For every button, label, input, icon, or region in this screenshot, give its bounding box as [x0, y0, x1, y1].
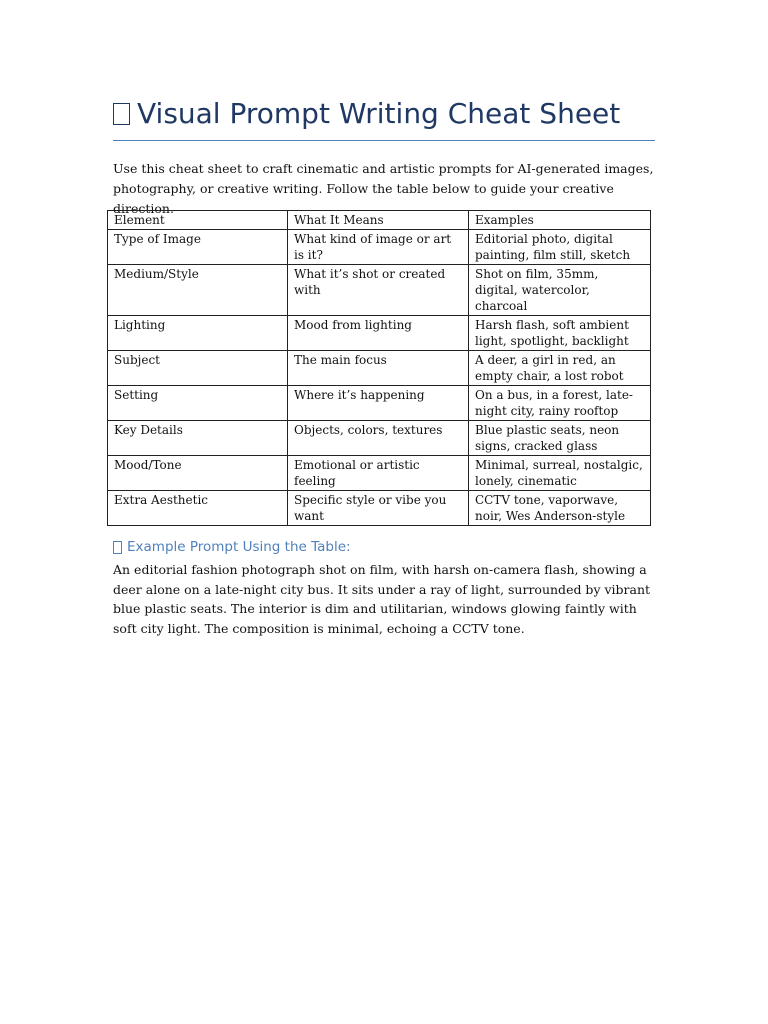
table-header-row: [108, 211, 651, 230]
table-cell-examples: Harsh flash, soft ambient light, spotlight, backlight: [469, 316, 651, 351]
table-cell-meaning: Emotional or artistic feeling: [288, 456, 469, 491]
table-row: [108, 491, 651, 526]
table-cell-element: Lighting: [108, 316, 288, 351]
column-header-meaning: What It Means: [288, 211, 469, 230]
table-cell-examples: Editorial photo, digital painting, film still, sketch: [469, 230, 651, 265]
column-header-examples: Examples: [469, 211, 651, 230]
table-cell-examples: Blue plastic seats, neon signs, cracked glass: [469, 421, 651, 456]
cheat-sheet-table: [107, 210, 651, 526]
missing-glyph-icon: [113, 103, 130, 125]
table-cell-examples: Shot on film, 35mm, digital, watercolor, charcoal: [469, 265, 651, 316]
table-row: [108, 421, 651, 456]
table-row: [108, 230, 651, 265]
table-cell-element: Setting: [108, 386, 288, 421]
table-cell-element: Type of Image: [108, 230, 288, 265]
table-cell-meaning: Where it’s happening: [288, 386, 469, 421]
table-cell-meaning: What it’s shot or created with: [288, 265, 469, 316]
table-cell-meaning: Specific style or vibe you want: [288, 491, 469, 526]
table-cell-element: Subject: [108, 351, 288, 386]
missing-glyph-icon: [113, 541, 122, 554]
intro-paragraph: Use this cheat sheet to craft cinematic and artistic prompts for AI-generated images, photography, or creative writing. Follow the table below to guide your creative direction.: [113, 161, 654, 216]
table-row: [108, 265, 651, 316]
column-header-element: Element: [108, 211, 288, 230]
table-cell-examples: Minimal, surreal, nostalgic, lonely, cinematic: [469, 456, 651, 491]
table-cell-meaning: Objects, colors, textures: [288, 421, 469, 456]
table-cell-examples: On a bus, in a forest, late-night city, rainy rooftop: [469, 386, 651, 421]
page-title: Visual Prompt Writing Cheat Sheet: [137, 97, 621, 130]
table-cell-element: Medium/Style: [108, 265, 288, 316]
table-row: [108, 456, 651, 491]
table-cell-meaning: What kind of image or art is it?: [288, 230, 469, 265]
table-row: [108, 316, 651, 351]
table-cell-meaning: Mood from lighting: [288, 316, 469, 351]
example-prompt-paragraph: An editorial fashion photograph shot on film, with harsh on-camera flash, showing a deer alone on a late-night city bus. It sits under a ray of light, surrounded by vibrant blue plastic seats. The interior is dim and utilitarian, windows glowing faintly with soft city light. The composition is minimal, echoing a CCTV tone.: [113, 562, 651, 636]
title-block: [113, 94, 655, 141]
table-row: [108, 351, 651, 386]
table-cell-element: Extra Aesthetic: [108, 491, 288, 526]
table-cell-element: Mood/Tone: [108, 456, 288, 491]
table-row: [108, 386, 651, 421]
table-cell-examples: CCTV tone, vaporwave, noir, Wes Anderson-style: [469, 491, 651, 526]
table-cell-examples: A deer, a girl in red, an empty chair, a lost robot: [469, 351, 651, 386]
example-heading: Example Prompt Using the Table:: [127, 539, 351, 555]
example-heading-block: [113, 537, 351, 557]
table-cell-element: Key Details: [108, 421, 288, 456]
table-cell-meaning: The main focus: [288, 351, 469, 386]
